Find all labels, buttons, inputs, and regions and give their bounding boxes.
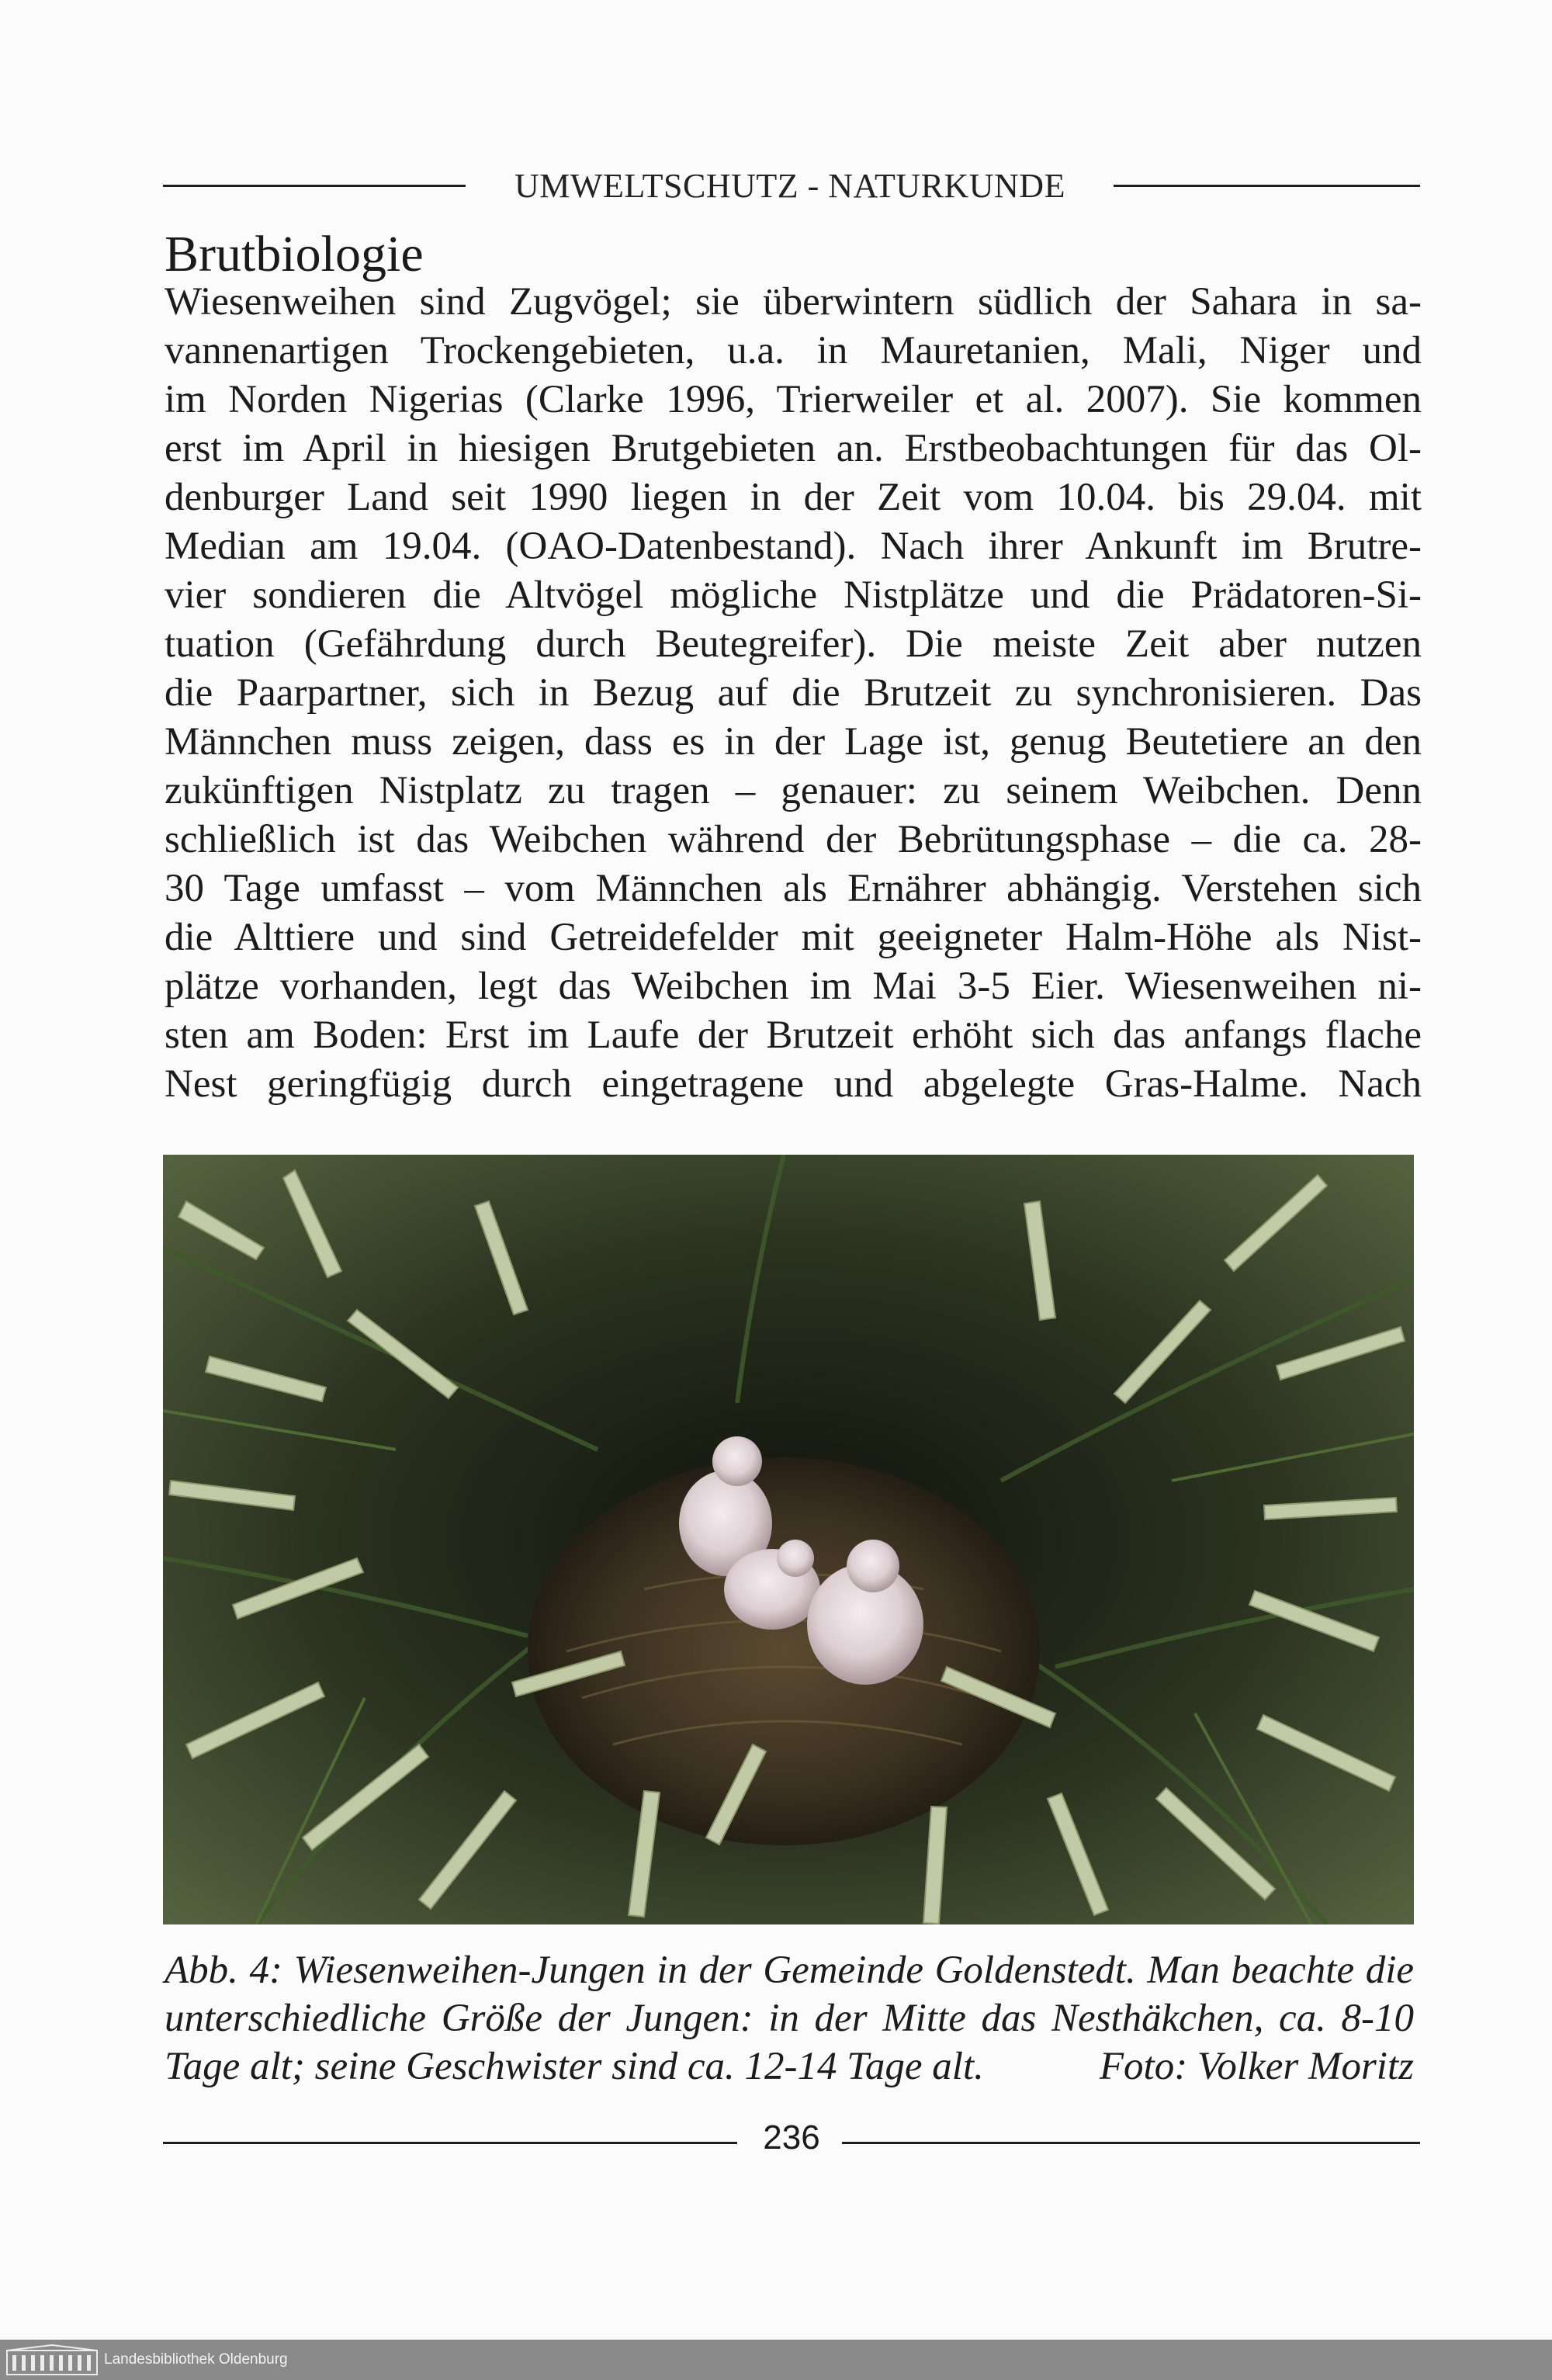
footer-rule-left — [163, 2142, 737, 2144]
caption-line: Tage alt; seine Geschwister sind ca. 12-14 Tage alt. — [165, 2045, 984, 2088]
body-line: Männchen muss zeigen, dass es in der Lage ist, genug Beutetiere an den — [165, 720, 1422, 764]
body-line: plätze vorhanden, legt das Weibchen im Mai 3-5 Eier. Wiesenweihen ni- — [165, 965, 1422, 1008]
caption-line: Abb. 4: Wiesenweihen-Jungen in der Gemeinde Goldenstedt. Man beachte die — [165, 1949, 1414, 1992]
body-line: im Norden Nigerias (Clarke 1996, Trierweiler et al. 2007). Sie kommen — [165, 378, 1422, 421]
page-number: 236 — [763, 2118, 820, 2157]
figure-caption — [165, 1946, 1414, 2091]
page-footer — [163, 2118, 1420, 2165]
body-paragraph — [165, 278, 1422, 1109]
running-header — [163, 163, 1420, 210]
body-line: vier sondieren die Altvögel mögliche Nistplätze und die Prädatoren-Si- — [165, 573, 1422, 617]
section-title: Brutbiologie — [165, 226, 424, 282]
body-line: denburger Land seit 1990 liegen in der Zeit vom 10.04. bis 29.04. mit — [165, 476, 1422, 519]
caption-line: unterschiedliche Größe der Jungen: in der Mitte das Nesthäkchen, ca. 8-10 — [165, 1997, 1414, 2040]
digitization-bar — [0, 2340, 1552, 2380]
header-rule-right — [1114, 185, 1420, 187]
library-name: Landesbibliothek Oldenburg — [104, 2351, 288, 2368]
body-line: die Paarpartner, sich in Bezug auf die Brutzeit zu synchronisieren. Das — [165, 671, 1422, 715]
library-building-icon — [6, 2344, 98, 2375]
nest-photo — [163, 1155, 1414, 1924]
body-line: 30 Tage umfasst – vom Männchen als Ernährer abhängig. Verstehen sich — [165, 867, 1422, 910]
body-line: tuation (Gefährdung durch Beutegreifer). Die meiste Zeit aber nutzen — [165, 622, 1422, 666]
body-line: zukünftigen Nistplatz zu tragen – genauer: zu seinem Weibchen. Denn — [165, 769, 1422, 812]
photo-credit: Foto: Volker Moritz — [1099, 2045, 1414, 2088]
running-head: UMWELTSCHUTZ - NATURKUNDE — [514, 167, 1065, 205]
body-line: schließlich ist das Weibchen während der Bebrütungsphase – die ca. 28- — [165, 818, 1422, 861]
header-rule-left — [163, 185, 466, 187]
caption-last-line — [165, 2042, 1414, 2091]
body-line: Nest geringfügig durch eingetragene und abgelegte Gras-Halme. Nach — [165, 1062, 1422, 1106]
body-line: erst im April in hiesigen Brutgebieten an. Erstbeobachtungen für das Ol- — [165, 427, 1422, 470]
body-line: Wiesenweihen sind Zugvögel; sie überwintern südlich der Sahara in sa- — [165, 280, 1422, 324]
body-line: sten am Boden: Erst im Laufe der Brutzeit erhöht sich das anfangs flache — [165, 1013, 1422, 1057]
body-line: vannenartigen Trockengebieten, u.a. in Mauretanien, Mali, Niger und — [165, 329, 1422, 372]
body-line: die Alttiere und sind Getreidefelder mit geeigneter Halm-Höhe als Nist- — [165, 916, 1422, 959]
footer-rule-right — [842, 2142, 1420, 2144]
body-line: Median am 19.04. (OAO-Datenbestand). Nach ihrer Ankunft im Brutre- — [165, 525, 1422, 568]
